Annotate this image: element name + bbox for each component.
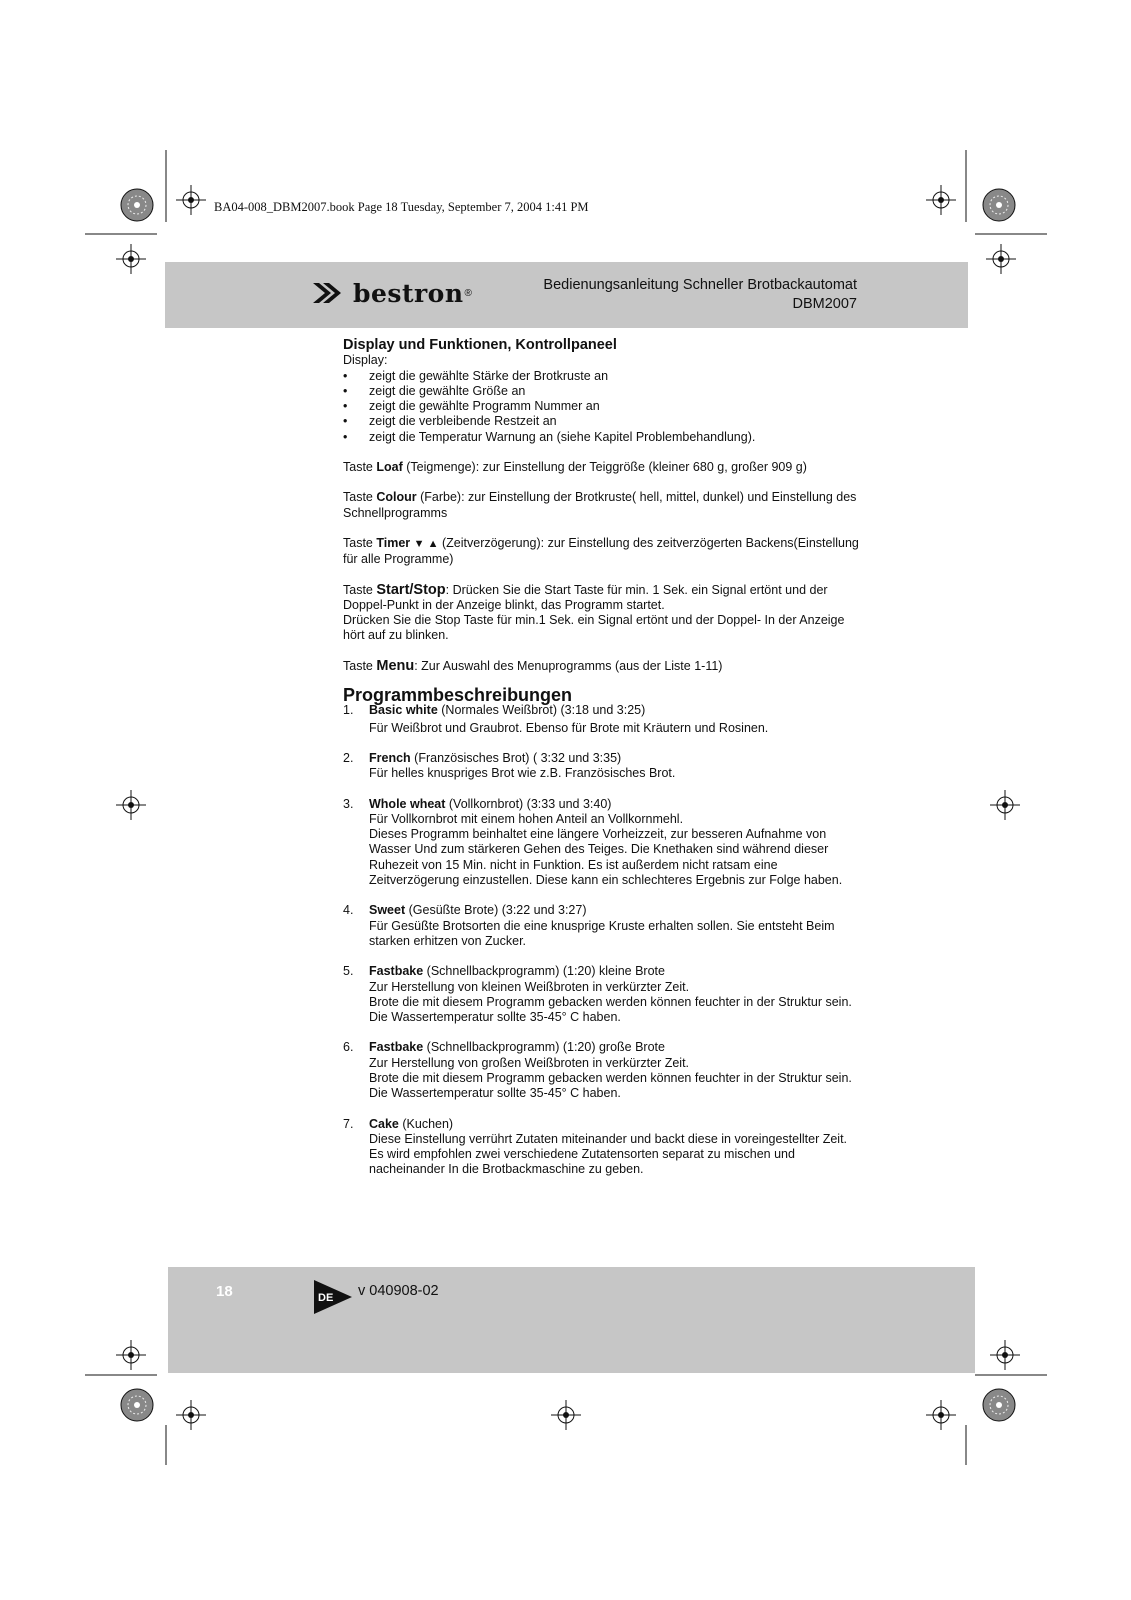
registration-target-icon	[116, 1340, 146, 1370]
startstop-description-2: Drücken Sie die Stop Taste für min.1 Sek. ein Signal ertönt und der Doppel- In der Anzeige hört auf zu blinken.	[343, 613, 845, 643]
registration-target-icon	[176, 1400, 206, 1430]
section-heading-programs: Programmbeschreibungen	[343, 685, 573, 706]
registration-starburst-icon	[120, 1388, 154, 1422]
manual-title-line1: Bedienungsanleitung Schneller Brotbackautomat	[543, 277, 857, 293]
program-item: 3. Whole wheat (Vollkornbrot) (3:33 und 3:40) Für Vollkornbrot mit einem hohen Anteil an Vollkornmehl. Dieses Programm beinhaltet eine längere Vorheizzeit, zur besseren Aufnahme von Wasser Und zum stärkeren Gehen des Teiges. Die Knethaken sind während dieser Ruhezeit von 15 Min. nicht in Funktion. Es ist außerdem nicht ratsam eine Zeitverzögerung einzustellen. Diese kann ein schlechteres Ergebnis zur Folge haben.	[343, 796, 843, 888]
program-name: Basic white	[369, 703, 438, 718]
loaf-description: Taste Loaf (Teigmenge): zur Einstellung der Teiggröße (kleiner 680 g, großer 909 g)	[343, 460, 807, 475]
timer-description: Taste Timer ▼ ▲ (Zeitverzögerung): zur Einstellung des zeitverzögerten Backens(Einstellung für alle Programme)	[343, 535, 859, 567]
program-item: 4. Sweet (Gesüßte Brote) (3:22 und 3:27) Für Gesüßte Brotsorten die eine knusprige Kruste erhalten sollen. Sie entsteht Beim starken erhitzen von Zucker.	[343, 903, 835, 948]
registration-target-icon	[986, 244, 1016, 274]
registration-starburst-icon	[982, 1388, 1016, 1422]
manual-title-line2: DBM2007	[792, 296, 857, 312]
registration-target-icon	[551, 1400, 581, 1430]
page-number: 18	[216, 1283, 233, 1300]
bullet-item: • zeigt die gewählte Stärke der Brotkruste an	[343, 369, 863, 384]
registration-target-icon	[926, 1400, 956, 1430]
bullet-item: • zeigt die verbleibende Restzeit an	[343, 414, 863, 429]
registration-target-icon	[116, 790, 146, 820]
program-name: Sweet	[369, 903, 406, 918]
timer-arrows-icon: ▼ ▲	[413, 537, 439, 550]
menu-key: Menu	[376, 657, 415, 674]
loaf-key: Loaf	[376, 460, 403, 475]
program-name: Fastbake	[369, 964, 424, 979]
program-item: 1. Basic white (Normales Weißbrot) (3:18 und 3:25) Für Weißbrot und Graubrot. Ebenso für Brote mit Kräutern und Rosinen.	[343, 703, 769, 735]
program-item: 5. Fastbake (Schnellbackprogramm) (1:20) kleine Brote Zur Herstellung von kleinen Weißbroten in verkürzter Zeit. Brote die mit diesem Programm gebacken werden können feuchter in der Struktur sein. Die Wassertemperatur sollte 35-45° C haben.	[343, 964, 852, 1025]
registration-target-icon	[926, 185, 956, 215]
bullet-item: • zeigt die Temperatur Warnung an (siehe Kapitel Problembehandlung).	[343, 430, 863, 445]
bullet-item: • zeigt die gewählte Größe an	[343, 384, 863, 399]
print-slug: BA04-008_DBM2007.book Page 18 Tuesday, September 7, 2004 1:41 PM	[214, 200, 589, 214]
colour-description: Taste Colour (Farbe): zur Einstellung der Brotkruste( hell, mittel, dunkel) und Einstellung des Schnellprogramms	[343, 490, 857, 520]
program-name: Fastbake	[369, 1040, 424, 1055]
startstop-key: Start/Stop	[376, 581, 446, 598]
program-name: Whole wheat	[369, 796, 446, 811]
registered-mark: ®	[464, 287, 472, 299]
menu-description: Taste Menu: Zur Auswahl des Menuprogramms (aus der Liste 1-11)	[343, 657, 723, 674]
language-code: DE	[318, 1292, 334, 1304]
timer-key: Timer	[376, 535, 411, 550]
display-label: Display:	[343, 353, 388, 368]
program-item: 6. Fastbake (Schnellbackprogramm) (1:20) große Brote Zur Herstellung von großen Weißbroten in verkürzter Zeit. Brote die mit diesem Programm gebacken werden können feuchter in der Struktur sein. Die Wassertemperatur sollte 35-45° C haben.	[343, 1040, 852, 1101]
registration-starburst-icon	[982, 188, 1016, 222]
program-item: 2. French (Französisches Brot) ( 3:32 und 3:35) Für helles knuspriges Brot wie z.B. Französisches Brot.	[343, 750, 676, 781]
registration-target-icon	[990, 790, 1020, 820]
registration-target-icon	[176, 185, 206, 215]
program-name: French	[369, 750, 411, 765]
startstop-description: Taste Start/Stop: Drücken Sie die Start Taste für min. 1 Sek. ein Signal ertönt und der Doppel-Punkt in der Anzeige blinkt, das Programm startet.	[343, 581, 828, 612]
registration-target-icon	[990, 1340, 1020, 1370]
bullet-item: • zeigt die gewählte Programm Nummer an	[343, 399, 863, 414]
program-name: Cake	[369, 1116, 399, 1131]
brand-name: bestron	[353, 278, 464, 308]
colour-key: Colour	[376, 490, 417, 505]
registration-target-icon	[116, 244, 146, 274]
registration-starburst-icon	[120, 188, 154, 222]
section-heading-display: Display und Funktionen, Kontrollpaneel	[343, 337, 617, 353]
program-item: 7. Cake (Kuchen) Diese Einstellung verrührt Zutaten miteinander und backt diese in voreingestellter Zeit. Es wird empfohlen zwei verschiedene Zutatensorten separat zu mischen und nacheinander In die Brotbackmaschine zu geben.	[343, 1116, 848, 1177]
version-label: v 040908-02	[358, 1283, 439, 1299]
